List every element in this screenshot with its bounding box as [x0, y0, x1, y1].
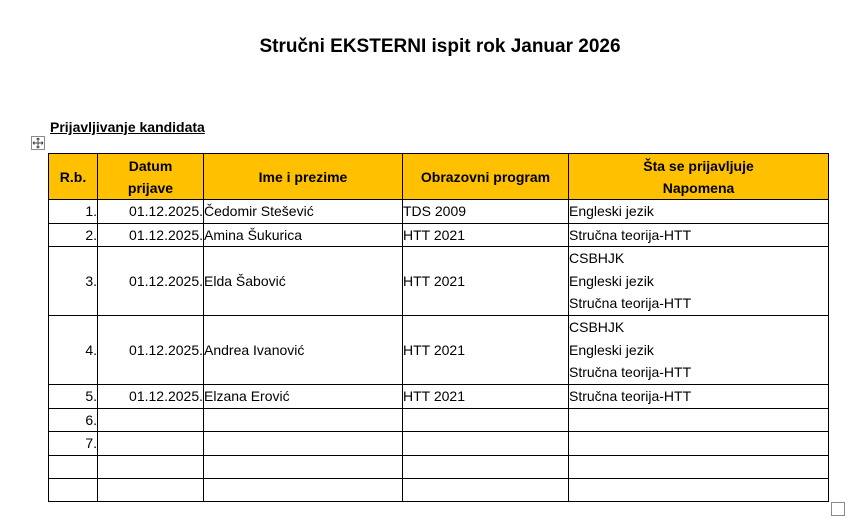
cell-rb[interactable]: 4.	[49, 316, 98, 385]
cell-date[interactable]	[98, 432, 204, 456]
note-item: Stručna teorija-HTT	[569, 364, 692, 381]
table-row	[49, 200, 829, 224]
table-resize-handle[interactable]	[831, 502, 845, 516]
table-row	[49, 385, 829, 409]
cell-name[interactable]: Elzana Erović	[204, 385, 403, 409]
cell-note[interactable]	[569, 432, 829, 456]
cell-date[interactable]	[98, 408, 204, 432]
header-sta	[569, 154, 829, 200]
cell-note[interactable]	[569, 316, 829, 385]
cell-name[interactable]: Čedomir Stešević	[204, 200, 403, 224]
cell-program[interactable]	[403, 455, 569, 478]
cell-rb[interactable]: 6.	[49, 408, 98, 432]
cell-program[interactable]: HTT 2021	[403, 316, 569, 385]
cell-note[interactable]	[569, 200, 829, 224]
header-rb: R.b.	[49, 154, 98, 200]
note-item: Stručna teorija-HTT	[569, 226, 692, 243]
cell-rb[interactable]: 1.	[49, 200, 98, 224]
cell-note[interactable]	[569, 223, 829, 247]
table-row	[49, 478, 829, 501]
cell-rb[interactable]: 5.	[49, 385, 98, 409]
cell-date[interactable]: 01.12.2025.	[98, 200, 204, 224]
note-item: Stručna teorija-HTT	[569, 295, 692, 312]
table-row	[49, 408, 829, 432]
table-row	[49, 432, 829, 456]
section-title: Prijavljivanje kandidata	[50, 119, 205, 135]
cell-note[interactable]	[569, 478, 829, 501]
cell-name[interactable]: Amina Šukurica	[204, 223, 403, 247]
cell-name[interactable]	[204, 478, 403, 501]
cell-date[interactable]	[98, 455, 204, 478]
cell-rb[interactable]: 2.	[49, 223, 98, 247]
note-item: CSBHJK	[569, 250, 625, 267]
table-move-handle-icon[interactable]	[31, 136, 45, 150]
cell-program[interactable]: HTT 2021	[403, 223, 569, 247]
header-datum	[98, 154, 204, 200]
note-item: Engleski jezik	[569, 203, 654, 219]
header-datum-line2: prijave	[127, 179, 174, 196]
cell-name[interactable]: Elda Šabović	[204, 247, 403, 316]
cell-date[interactable]: 01.12.2025.	[98, 247, 204, 316]
cell-note[interactable]	[569, 385, 829, 409]
cell-program[interactable]	[403, 432, 569, 456]
cell-program[interactable]: HTT 2021	[403, 385, 569, 409]
cell-rb[interactable]: 7.	[49, 432, 98, 456]
header-datum-line1: Datum	[128, 157, 173, 174]
cell-note[interactable]	[569, 455, 829, 478]
cell-rb[interactable]	[49, 478, 98, 501]
header-sta-line1: Šta se prijavljuje	[643, 157, 754, 174]
cell-name[interactable]	[204, 408, 403, 432]
cell-program[interactable]	[403, 408, 569, 432]
header-ime: Ime i prezime	[204, 154, 403, 200]
note-item: Engleski jezik	[569, 341, 654, 358]
cell-name[interactable]	[204, 455, 403, 478]
cell-date[interactable]: 01.12.2025.	[98, 385, 204, 409]
cell-program[interactable]	[403, 478, 569, 501]
table-row	[49, 247, 829, 316]
header-program: Obrazovni program	[403, 154, 569, 200]
cell-name[interactable]	[204, 432, 403, 456]
cell-rb[interactable]: 3.	[49, 247, 98, 316]
table-row	[49, 223, 829, 247]
candidates-table	[48, 153, 829, 502]
cell-program[interactable]: HTT 2021	[403, 247, 569, 316]
cell-program[interactable]: TDS 2009	[403, 200, 569, 224]
note-item: CSBHJK	[569, 319, 625, 336]
document-title: Stručni EKSTERNI ispit rok Januar 2026	[259, 36, 621, 57]
note-item: Stručna teorija-HTT	[569, 388, 692, 404]
note-item: Engleski jezik	[569, 272, 654, 289]
cell-date[interactable]: 01.12.2025.	[98, 223, 204, 247]
cell-rb[interactable]	[49, 455, 98, 478]
cell-name[interactable]: Andrea Ivanović	[204, 316, 403, 385]
cell-note[interactable]	[569, 247, 829, 316]
header-sta-line2: Napomena	[662, 179, 735, 196]
table-row	[49, 455, 829, 478]
cell-date[interactable]	[98, 478, 204, 501]
table-header-row	[49, 154, 829, 200]
cell-date[interactable]: 01.12.2025.	[98, 316, 204, 385]
cell-note[interactable]	[569, 408, 829, 432]
table-row	[49, 316, 829, 385]
